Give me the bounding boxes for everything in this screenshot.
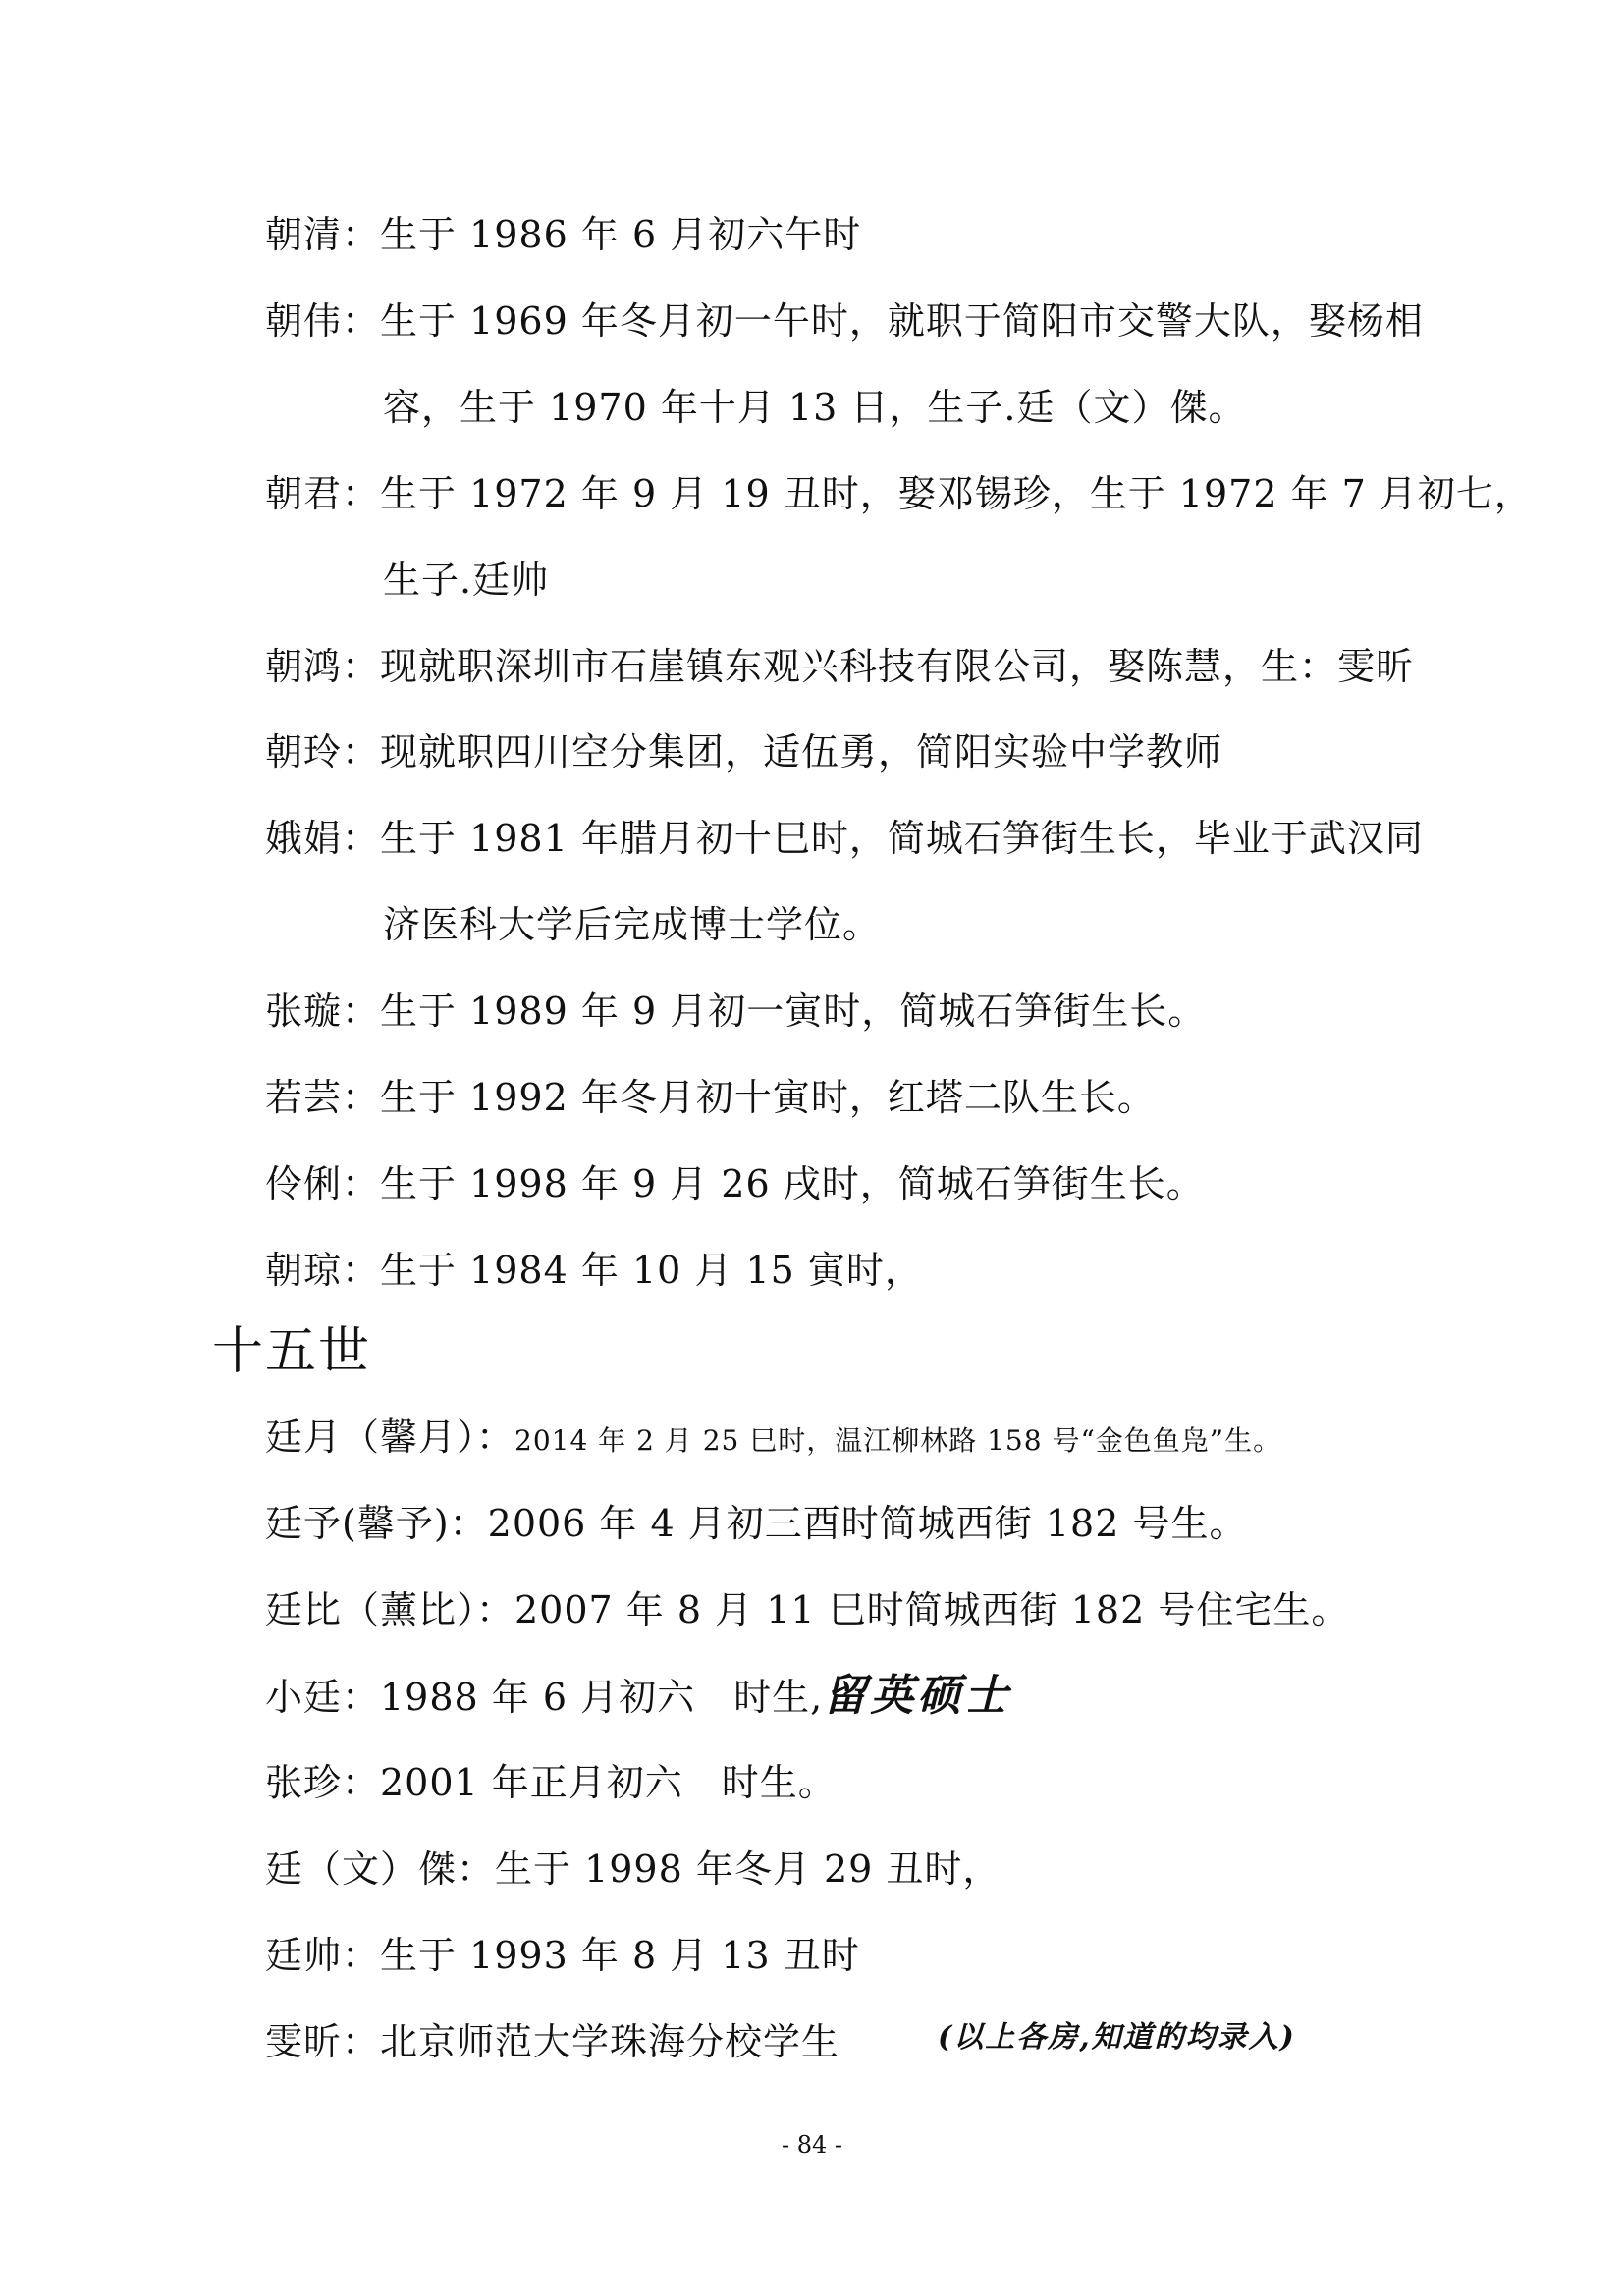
- entry-tingyue-detail: 2014 年 2 月 25 巳时，温江柳林路 158 号“金色鱼凫”生。: [514, 1424, 1282, 1457]
- handwritten-note: (以上各房,知道的均录入): [938, 2020, 1296, 2055]
- entry-chaowei: 朝伟：生于 1969 年冬月初一午时，就职于简阳市交警大队，娶杨相: [265, 299, 1424, 343]
- entry-chaojun: 朝君：生于 1972 年 9 月 19 丑时，娶邓锡珍，生于 1972 年 7 月初七，: [265, 472, 1533, 515]
- entry-chaowei-cont: 容，生于 1970 年十月 13 日，生子.廷（文）傑。: [383, 386, 1247, 429]
- entry-ruoyun: 若芸：生于 1992 年冬月初十寅时，红塔二队生长。: [265, 1076, 1156, 1119]
- entry-chaoqing: 朝清：生于 1986 年 6 月初六午时: [265, 213, 862, 256]
- handwritten-annotation: 留英硕士: [823, 1671, 1012, 1721]
- generation-15-heading: 十五世: [212, 1322, 372, 1381]
- entry-zhangzhen: 张珍：2001 年正月初六 时生。: [265, 1761, 837, 1804]
- entry-chaojun-cont: 生子.廷帅: [383, 559, 550, 602]
- entry-zhangxuan: 张璇：生于 1989 年 9 月初一寅时，简城石笋街生长。: [265, 989, 1207, 1033]
- entry-tingyue-name: 廷月（馨月）：: [265, 1415, 515, 1459]
- entry-chaoqiong: 朝琼：生于 1984 年 10 月 15 寅时，: [265, 1249, 923, 1292]
- entry-ejuan-cont: 济医科大学后完成博士学位。: [383, 903, 882, 946]
- entry-chaoling: 朝玲：现就职四川空分集团，适伍勇，简阳实验中学教师: [265, 730, 1223, 774]
- entry-wenxin: 雯昕：北京师范大学珠海分校学生: [265, 2020, 840, 2063]
- entry-chaohong: 朝鸿：现就职深圳市石崖镇东观兴科技有限公司，娶陈慧，生：雯昕: [265, 645, 1415, 688]
- entry-lingli: 伶俐：生于 1998 年 9 月 26 戌时，简城石笋街生长。: [265, 1162, 1205, 1205]
- entry-tingwenjie: 廷（文）傑：生于 1998 年冬月 29 丑时，: [265, 1847, 1001, 1891]
- entry-tingyu: 廷予(馨予)：2006 年 4 月初三酉时简城西街 182 号生。: [265, 1502, 1248, 1545]
- entry-xiaoting: [265, 1673, 1011, 1721]
- entry-tingshuai: 廷帅：生于 1993 年 8 月 13 丑时: [265, 1934, 860, 1977]
- entry-tingyue: [265, 1414, 1281, 1465]
- entry-xiaoting-main: 小廷：1988 年 6 月初六 时生,: [265, 1676, 824, 1719]
- entry-ejuan: 娥娟：生于 1981 年腊月初十巳时，简城石笋街生长，毕业于武汉同: [265, 817, 1424, 860]
- entry-tingbi: 廷比（薰比）：2007 年 8 月 11 巳时简城西街 182 号住宅生。: [265, 1588, 1350, 1631]
- page-number: - 84 -: [781, 2131, 842, 2159]
